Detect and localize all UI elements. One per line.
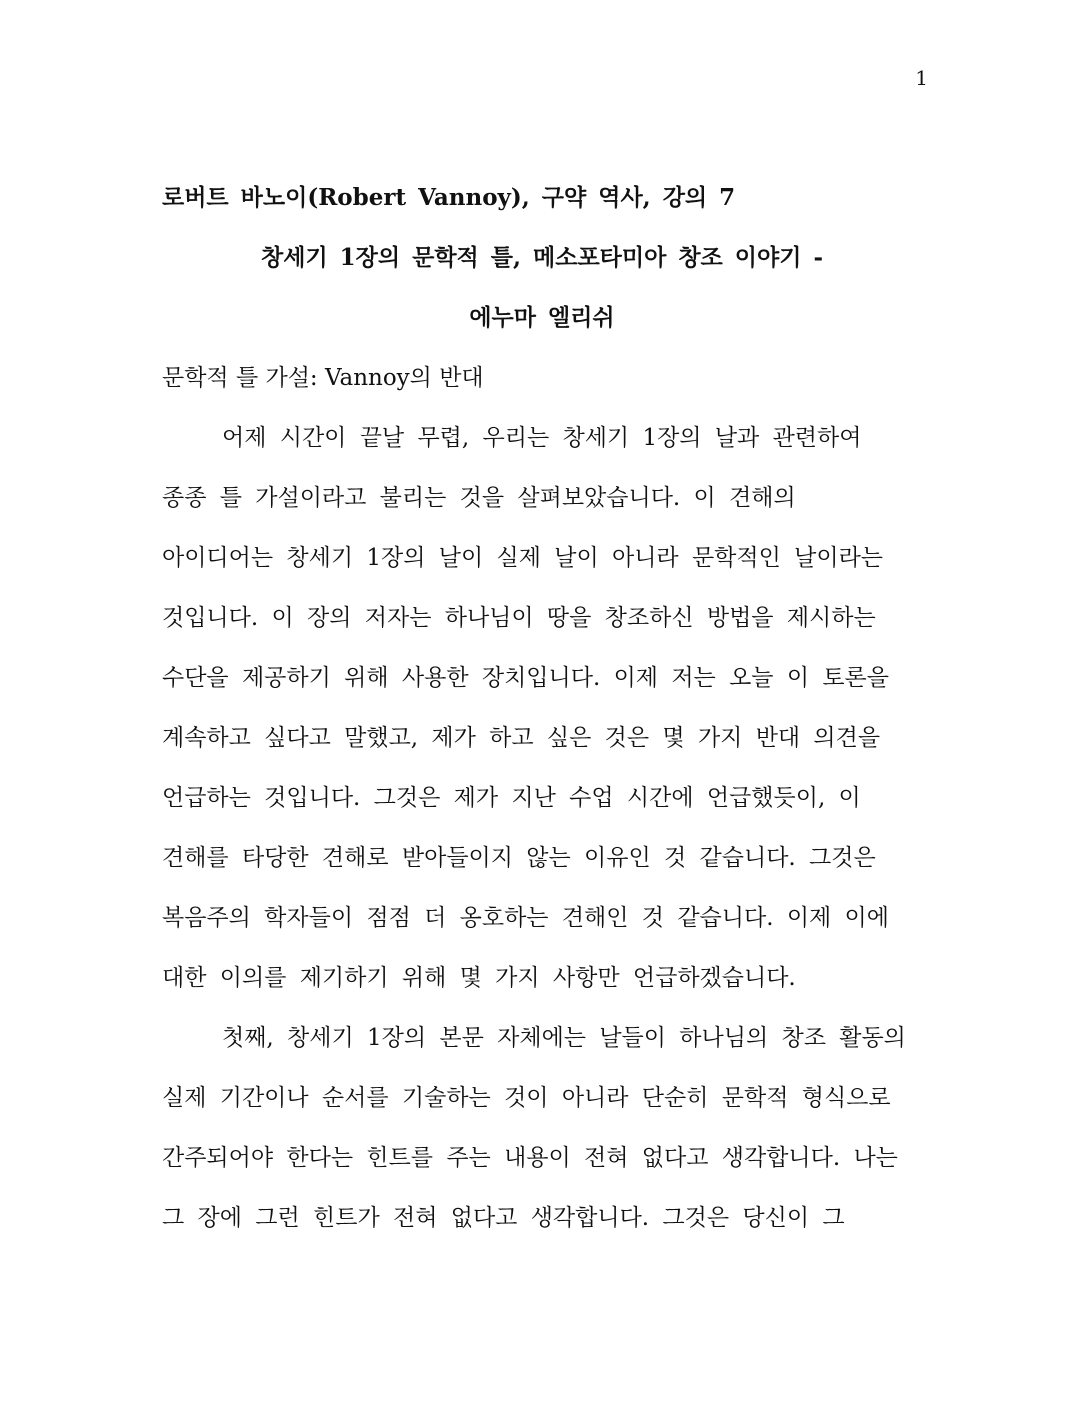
lecture-subtitle-continued: 에누마 엘리쉬	[469, 304, 615, 331]
paragraph-line: 어제 시간이 끝날 무렵, 우리는 창세기 1장의 날과 관련하여	[222, 425, 862, 451]
paragraph-line: 것입니다. 이 장의 저자는 하나님이 땅을 창조하신 방법을 제시하는	[162, 605, 876, 631]
paragraph-line: 실제 기간이나 순서를 기술하는 것이 아니라 단순히 문학적 형식으로	[162, 1085, 891, 1111]
paragraph-line: 간주되어야 한다는 힌트를 주는 내용이 전혀 없다고 생각합니다. 나는	[162, 1145, 898, 1171]
paragraph-line: 아이디어는 창세기 1장의 날이 실제 날이 아니라 문학적인 날이라는	[162, 545, 884, 571]
paragraph-line: 첫째, 창세기 1장의 본문 자체에는 날들이 하나님의 창조 활동의	[222, 1025, 906, 1051]
paragraph-line: 수단을 제공하기 위해 사용한 장치입니다. 이제 저는 오늘 이 토론을	[162, 665, 889, 691]
paragraph-line: 종종 틀 가설이라고 불리는 것을 살펴보았습니다. 이 견해의	[162, 485, 796, 511]
lecture-subtitle: 창세기 1장의 문학적 틀, 메소포타미아 창조 이야기 -	[261, 244, 823, 271]
paragraph-line: 복음주의 학자들이 점점 더 옹호하는 견해인 것 같습니다. 이제 이에	[162, 905, 889, 931]
paragraph-line: 대한 이의를 제기하기 위해 몇 가지 사항만 언급하겠습니다.	[162, 965, 796, 991]
paragraph-2	[162, 1008, 922, 1248]
paragraph-line: 계속하고 싶다고 말했고, 제가 하고 싶은 것은 몇 가지 반대 의견을	[162, 725, 881, 751]
paragraph-line: 언급하는 것입니다. 그것은 제가 지난 수업 시간에 언급했듯이, 이	[162, 785, 861, 811]
section-heading: 문학적 틀 가설: Vannoy의 반대	[162, 365, 484, 391]
paragraph-line: 그 장에 그런 힌트가 전혀 없다고 생각합니다. 그것은 당신이 그	[162, 1205, 845, 1231]
document-body	[162, 168, 922, 1248]
lecture-title: 로버트 바노이(Robert Vannoy), 구약 역사, 강의 7	[162, 184, 736, 211]
paragraph-1	[162, 408, 922, 1008]
paragraph-line: 견해를 타당한 견해로 받아들이지 않는 이유인 것 같습니다. 그것은	[162, 845, 876, 871]
page-number: 1	[915, 66, 928, 90]
